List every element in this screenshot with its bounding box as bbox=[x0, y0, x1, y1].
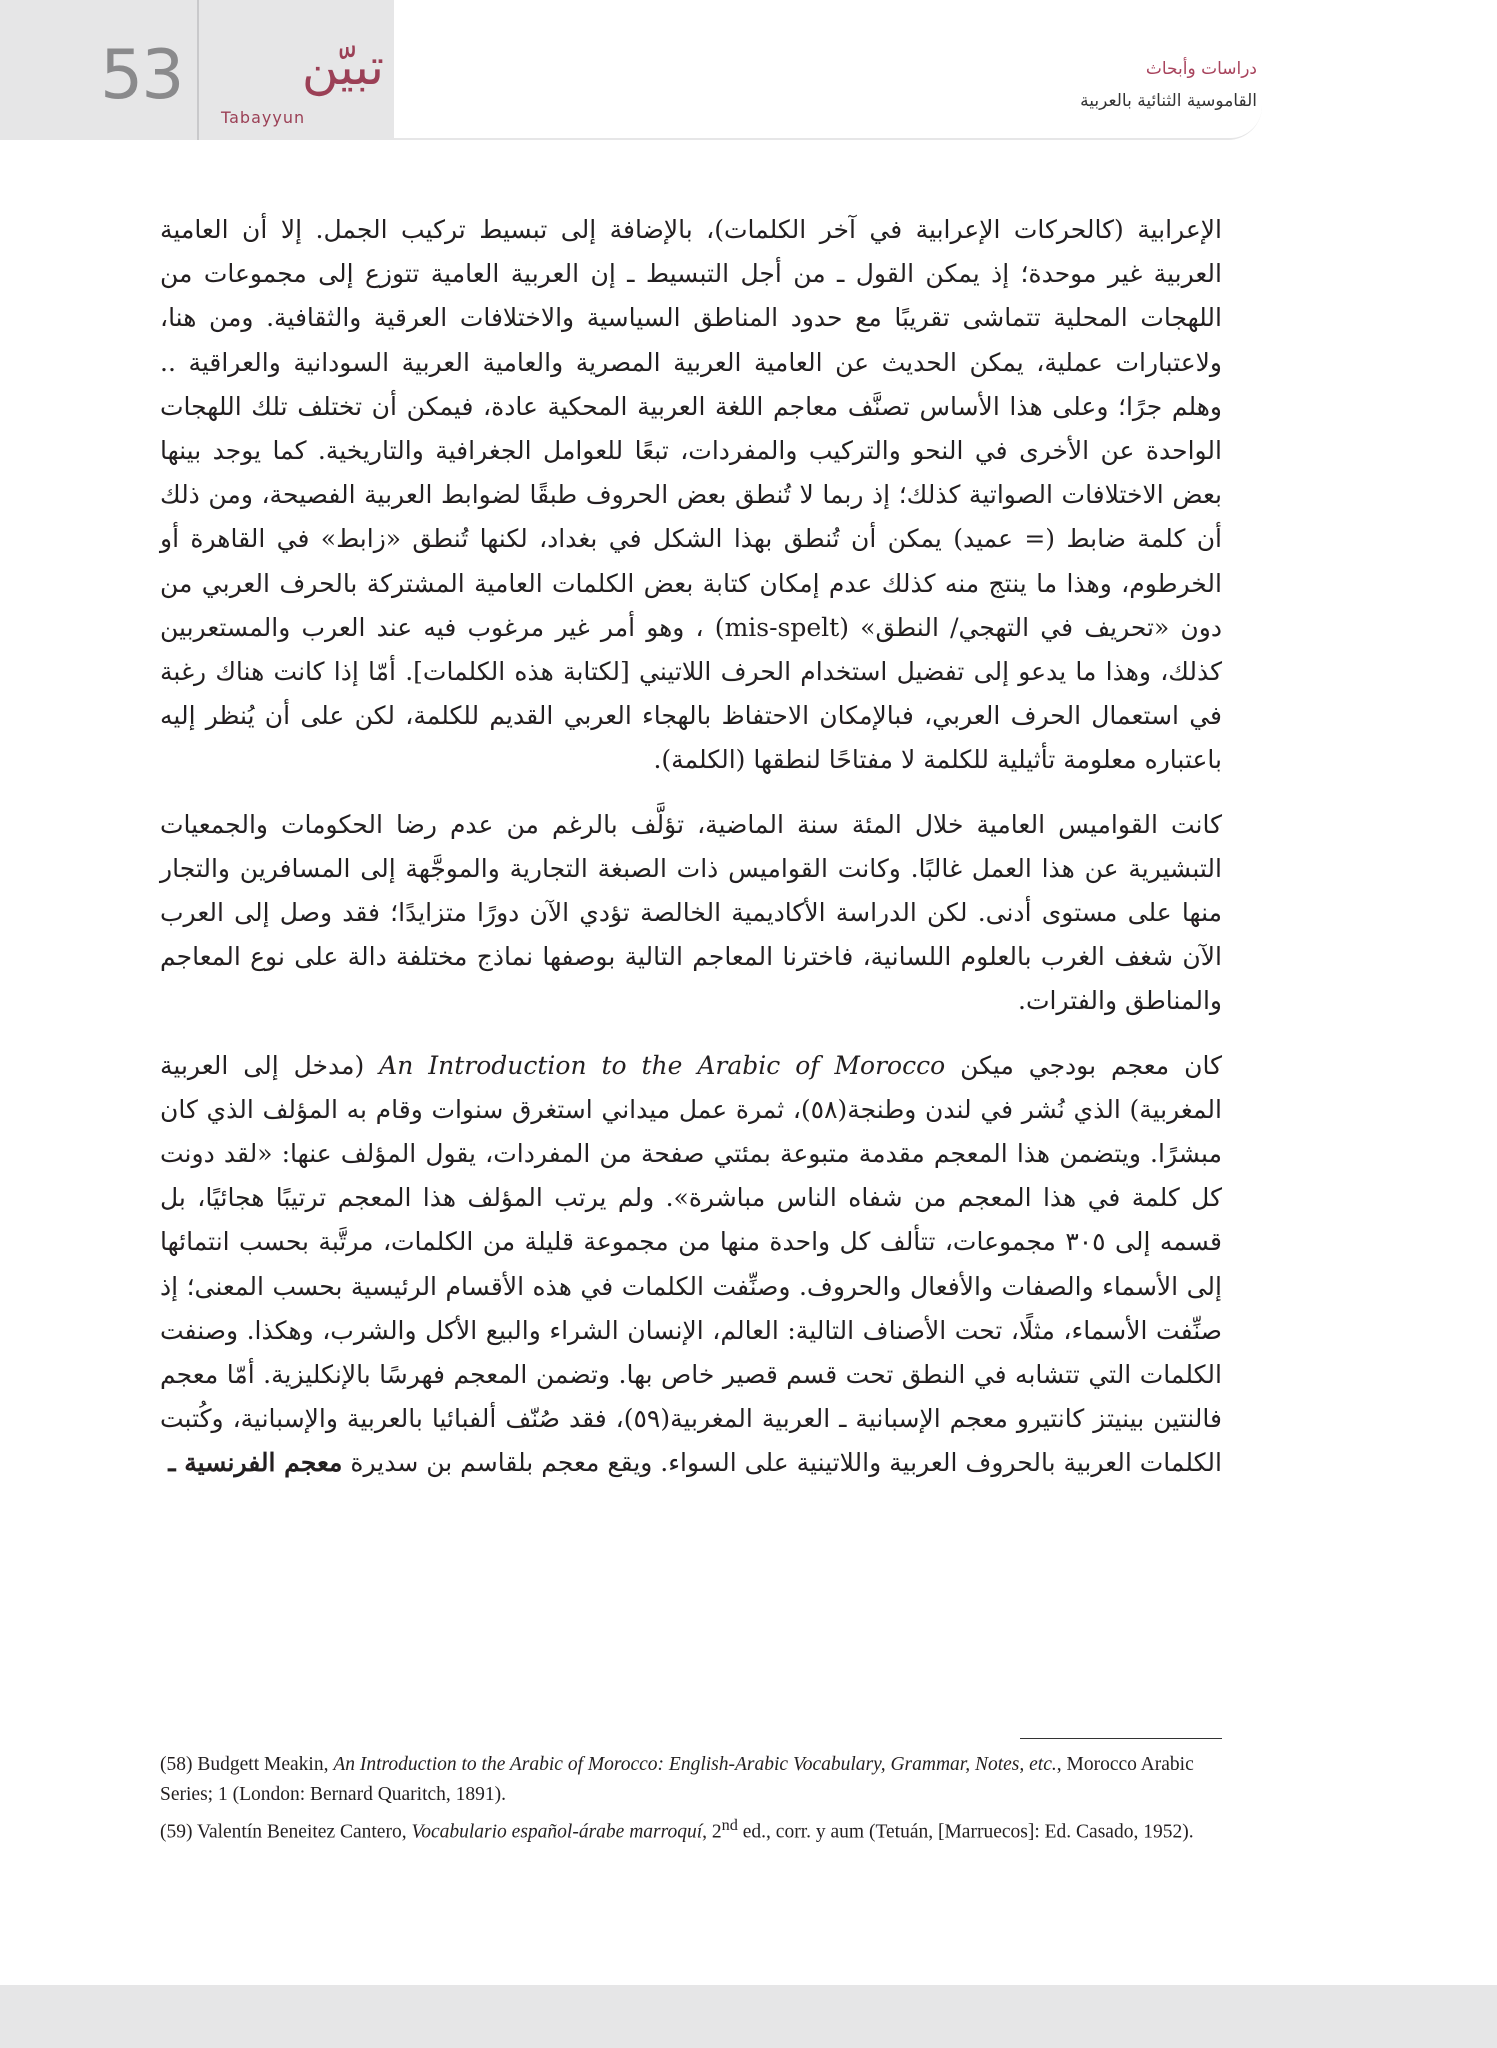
paragraph-3 bbox=[160, 1044, 1222, 1486]
footnote-59-details: ed., corr. y aum (Tetuán, [Marruecos]: Ed. Casado, 1952). bbox=[737, 1821, 1194, 1843]
paragraph-2: كانت القواميس العامية خلال المئة سنة الماضية، تؤلَّف بالرغم من عدم رضا الحكومات والجمعيات التبشيرية عن هذا العمل غالبًا. وكانت القواميس ذات الصبغة التجارية والموجَّهة إلى المسافرين والتجار منها على مستوى أدنى. لكن الدراسة الأكاديمية الخالصة تؤدي الآن دورًا متزايدًا؛ فقد وصل إلى العرب الآن شغف الغرب بالعلوم اللسانية، فاخترنا المعاجم التالية بوصفها نماذج مختلفة دالة على نوع المعاجم والمناطق والفترات. bbox=[160, 809, 1222, 1016]
paragraph-1: الإعرابية (كالحركات الإعرابية في آخر الكلمات)، بالإضافة إلى تبسيط تركيب الجمل. إلا أن العامية العربية غير موحدة؛ إذ يمكن القول ـ من أجل التبسيط ـ إن العربية العامية تتوزع إلى مجموعات من اللهجات المحلية تتماشى تقريبًا مع حدود المناطق السياسية والاختلافات العرقية والثقافية. ومن هنا، ولاعتبارات عملية، يمكن الحديث عن العامية العربية المصرية والعامية العربية السودانية والعراقية .. وهلم جرًا؛ وعلى هذا الأساس تصنَّف معاجم اللغة العربية المحكية عادة، فيمكن أن تختلف تلك اللهجات الواحدة عن الأخرى في النحو والتركيب والمفردات، تبعًا للعوامل الجغرافية والتاريخية. كما يوجد بينها بعض الاختلافات الصواتية كذلك؛ إذ ربما لا تُنطق بعض الحروف طبقًا لضوابط العربية الفصيحة، ومن ذلك أن كلمة ضابط (= عميد) يمكن أن تُنطق بهذا الشكل في بغداد، لكنها تُنطق «زابط» في القاهرة أو الخرطوم، وهذا ما ينتج منه كذلك عدم إمكان كتابة بعض الكلمات العامية المشتركة بالحرف العربي من دون «تحريف في التهجي/ النطق» (mis-spelt) ، وهو أمر غير مرغوب فيه عند العرب والمستعربين كذلك، وهذا ما يدعو إلى تفضيل استخدام الحرف اللاتيني [لكتابة هذه الكلمات]. أمّا إذا كانت هناك رغبة في استعمال الحرف العربي، فبالإمكان الاحتفاظ بالهجاء العربي القديم للكلمة، لكن على أن يُنظر إليه باعتباره معلومة تأثيلية للكلمة لا مفتاحًا لنطقها (الكلمة). bbox=[160, 215, 1222, 775]
footnotes bbox=[160, 1750, 1222, 1848]
english-book-title: An Introduction to the Arabic of Morocco bbox=[379, 1050, 946, 1080]
section-title: دراسات وأبحاث bbox=[1145, 59, 1257, 79]
footnote-separator bbox=[1020, 1738, 1222, 1739]
footnote-59-author: Valentín Beneitez Cantero, bbox=[197, 1821, 407, 1843]
article-body bbox=[160, 208, 1222, 1506]
footnote-59 bbox=[160, 1810, 1222, 1848]
bold-dictionary-title: معجم الفرنسية ـ bbox=[168, 1448, 343, 1478]
page-number: 53 bbox=[100, 36, 183, 115]
footnote-58 bbox=[160, 1750, 1222, 1810]
header-divider bbox=[197, 0, 199, 140]
footnote-58-title: An Introduction to the Arabic of Morocco: English-Arabic Vocabulary, Grammar, Notes, etc. bbox=[333, 1754, 1057, 1775]
journal-logo bbox=[215, 38, 390, 136]
paragraph-3-intro: كان معجم بودجي ميكن bbox=[960, 1050, 1223, 1080]
footnote-59-superscript: nd bbox=[721, 1816, 738, 1834]
header-title-panel bbox=[394, 0, 1262, 138]
footer-bar bbox=[0, 1985, 1497, 2048]
footnote-59-number: (59) bbox=[160, 1821, 193, 1843]
article-running-title: القاموسية الثنائية بالعربية bbox=[1080, 91, 1257, 111]
footnote-59-edition: , 2 bbox=[702, 1821, 722, 1843]
paragraph-3-text: (مدخل إلى العربية المغربية) الذي نُشر في لندن وطنجة(٥٨)، ثمرة عمل ميداني استغرق سنوات وقام به المؤلف الذي كان مبشرًا. ويتضمن هذا المعجم مقدمة متبوعة بمئتي صفحة من المفردات، يقول المؤلف عنها: «لقد دونت كل كلمة في هذا المعجم من شفاه الناس مباشرة». ولم يرتب المؤلف هذا المعجم ترتيبًا هجائيًا، بل قسمه إلى ٣٠٥ مجموعات، تتألف كل واحدة منها من مجموعة قليلة من الكلمات، مرتَّبة بحسب انتمائها إلى الأسماء والصفات والأفعال والحروف. وصنِّفت الكلمات في هذه الأقسام الرئيسية بحسب المعنى؛ إذ صنِّفت الأسماء، مثلًا، تحت الأصناف التالية: العالم، الإنسان الشراء والبيع الأكل والشرب، وهكذا. وصنفت الكلمات التي تتشابه في النطق تحت قسم قصير خاص بها. وتضمن المعجم فهرسًا بالإنكليزية. أمّا معجم فالنتين بينيتز كانتيرو معجم الإسبانية ـ العربية المغربية(٥٩)، فقد صُنّف ألفبائيا بالعربية والإسبانية، وكُتبت الكلمات العربية بالحروف العربية واللاتينية على السواء. ويقع معجم بلقاسم بن سديرة bbox=[160, 1050, 1222, 1478]
logo-arabic-text: تبيّن bbox=[301, 38, 384, 96]
logo-english-text: Tabayyun bbox=[221, 108, 306, 127]
footnote-58-author: Budgett Meakin, bbox=[197, 1754, 329, 1775]
footnote-58-number: (58) bbox=[160, 1754, 193, 1775]
footnote-58-details: , Morocco Arabic Series; 1 (London: Bernard Quaritch, 1891). bbox=[160, 1754, 1194, 1805]
footnote-59-title: Vocabulario español-árabe marroquí bbox=[411, 1821, 703, 1843]
